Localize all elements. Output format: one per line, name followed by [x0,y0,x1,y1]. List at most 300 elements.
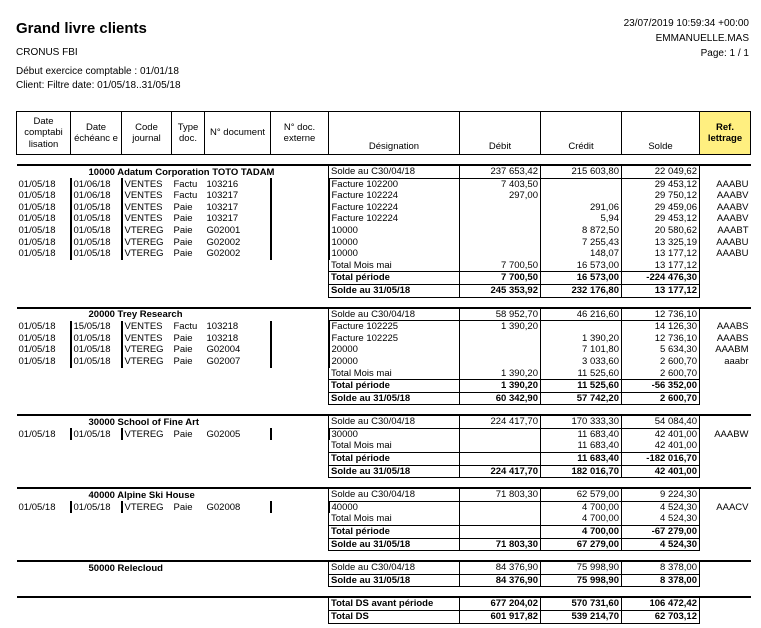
doc-type: Paie [173,355,193,367]
credit: 1 390,20 [541,333,622,345]
summary-debit: 84 376,90 [460,574,541,587]
empty-cell [17,611,329,624]
summary-credit: 4 700,00 [541,513,622,525]
designation: 20000 [329,356,460,368]
credit: 4 700,00 [541,501,622,513]
opening-debit: 84 376,90 [460,561,541,574]
doc-number: G02001 [205,225,271,237]
external-doc [271,178,329,190]
doc-number: 103218 [205,333,271,345]
journal-code: VENTES [124,213,163,225]
customer-name: 50000 Relecloud [17,561,329,574]
ref-lettrage: AAABM [715,344,749,356]
month-total-row [17,440,751,452]
summary-credit: 16 573,00 [541,272,622,285]
opening-debit: 58 952,70 [460,308,541,321]
col-posting-date: Date comptabi lisation [17,112,71,155]
ledger-body [17,155,751,624]
period-total-row [17,272,751,285]
spacer-cell [17,405,751,416]
posting-date: 01/05/18 [17,428,71,440]
due-date: 01/05/18 [71,202,122,214]
designation: Facture 102224 [329,190,460,202]
external-doc [271,213,329,225]
designation: Facture 102224 [329,213,460,225]
opening-debit: 237 653,42 [460,165,541,178]
empty-cell [17,392,329,405]
spacer-row [17,587,751,598]
posting-date: 01/05/18 [17,344,71,356]
opening-debit: 71 803,30 [460,488,541,501]
posting-date: 01/05/18 [17,190,71,202]
spacer-cell [17,155,751,166]
grand-total-row [17,611,751,624]
debit [460,356,541,368]
spacer-row [17,297,751,308]
debit [460,344,541,356]
opening-balance: 9 224,30 [622,488,700,501]
ledger-entry-row [17,248,751,260]
external-doc [271,356,329,368]
ref-lettrage: AAABS [716,321,749,333]
posting-date: 01/05/18 [17,225,71,237]
balance: 20 580,62 [622,225,700,237]
summary-label: Solde au 31/05/18 [329,574,460,587]
empty-cell [17,597,329,610]
summary-label: Total période [329,380,460,393]
summary-debit: 7 700,50 [460,272,541,285]
summary-debit: 601 917,82 [460,611,541,624]
credit: 11 683,40 [541,428,622,440]
summary-debit [460,513,541,525]
designation: 10000 [329,237,460,249]
balance: 42 401,00 [622,428,700,440]
designation: Facture 102225 [329,333,460,345]
summary-credit: 4 700,00 [541,526,622,539]
journal-code: VENTES [124,190,163,202]
summary-balance: 62 703,12 [622,611,700,624]
ledger-entry-row [17,428,751,440]
designation: 30000 [329,428,460,440]
opening-balance: 54 084,40 [622,415,700,428]
opening-balance: 12 736,10 [622,308,700,321]
doc-number: G02002 [205,237,271,249]
journal-code: VENTES [124,201,163,213]
empty-cell [17,453,329,466]
opening-label: Solde au C30/04/18 [329,165,460,178]
doc-number: G02004 [205,344,271,356]
spacer-row [17,478,751,489]
ref-lettrage: AAABW [714,428,749,440]
ledger-entry-row [17,501,751,513]
doc-type: Paie [173,224,193,236]
doc-type: Factu [173,190,198,202]
due-date: 01/05/18 [71,237,122,249]
spacer-cell [17,297,751,308]
debit [460,248,541,260]
posting-date: 01/05/18 [17,248,71,260]
doc-number: G02002 [205,248,271,260]
summary-debit: 71 803,30 [460,538,541,551]
doc-type: Paie [173,332,193,344]
report-datetime: 23/07/2019 10:59:34 +00:00 [623,18,749,29]
summary-debit: 245 353,92 [460,284,541,297]
summary-label: Solde au 31/05/18 [329,392,460,405]
empty-cell [700,453,751,466]
external-doc [271,321,329,333]
doc-number: G02007 [205,356,271,368]
ref-lettrage: AAACV [716,501,749,513]
designation: Facture 102200 [329,178,460,190]
posting-date: 01/05/18 [17,213,71,225]
opening-balance: 8 378,00 [622,561,700,574]
summary-balance: 13 177,12 [622,284,700,297]
month-total-row [17,513,751,525]
ledger-entry-row [17,356,751,368]
empty-cell [700,513,751,525]
posting-date: 01/05/18 [17,356,71,368]
empty-cell [700,440,751,452]
balance: 29 453,12 [622,213,700,225]
doc-number: 103217 [205,190,271,202]
empty-cell [700,392,751,405]
external-doc [271,202,329,214]
month-total-row [17,260,751,272]
customer-name: 20000 Trey Research [17,308,329,321]
summary-balance: 2 600,70 [622,368,700,380]
opening-label: Solde au C30/04/18 [329,415,460,428]
closing-balance-row [17,392,751,405]
customer-name: 40000 Alpine Ski House [17,488,329,501]
balance: 5 634,30 [622,344,700,356]
summary-balance: -224 476,30 [622,272,700,285]
credit: 291,06 [541,202,622,214]
empty-cell [700,284,751,297]
summary-credit: 182 016,70 [541,465,622,478]
debit [460,202,541,214]
ref-lettrage: AAABV [716,201,749,213]
summary-credit: 570 731,60 [541,597,622,610]
balance: 13 325,19 [622,237,700,249]
external-doc [271,428,329,440]
opening-credit: 62 579,00 [541,488,622,501]
journal-code: VTEREG [124,501,164,513]
ledger-entry-row [17,202,751,214]
ref-lettrage: AAABT [717,224,749,236]
due-date: 01/06/18 [71,178,122,190]
debit: 1 390,20 [460,321,541,333]
col-debit: Débit [460,112,541,155]
summary-credit: 11 525,60 [541,380,622,393]
summary-credit: 539 214,70 [541,611,622,624]
debit [460,237,541,249]
empty-cell [17,284,329,297]
col-doc-type: Type doc. [172,112,205,155]
ledger-entry-row [17,333,751,345]
debit [460,225,541,237]
designation: 20000 [329,344,460,356]
column-headers [17,112,751,155]
summary-label: Total période [329,453,460,466]
credit: 8 872,50 [541,225,622,237]
journal-code: VTEREG [124,224,164,236]
debit [460,333,541,345]
col-due-date: Date échéanc e [71,112,122,155]
external-doc [271,333,329,345]
summary-balance: 42 401,00 [622,465,700,478]
col-journal: Code journal [122,112,172,155]
doc-type: Paie [173,428,193,440]
empty-cell [17,368,329,380]
empty-cell [700,368,751,380]
customer-header-row [17,561,751,574]
external-doc [271,225,329,237]
posting-date: 01/05/18 [17,237,71,249]
posting-date: 01/05/18 [17,333,71,345]
due-date: 01/05/18 [71,356,122,368]
empty-cell [17,272,329,285]
col-doc-number: N° document [205,112,271,155]
summary-debit [460,440,541,452]
summary-credit: 67 279,00 [541,538,622,551]
spacer-cell [17,478,751,489]
posting-date: 01/05/18 [17,501,71,513]
ref-lettrage: AAABU [716,236,749,248]
empty-cell [700,611,751,624]
designation: 40000 [329,501,460,513]
report-title: Grand livre clients [16,20,147,37]
debit [460,501,541,513]
empty-cell [700,526,751,539]
credit: 148,07 [541,248,622,260]
debit: 7 403,50 [460,178,541,190]
summary-balance: 4 524,30 [622,538,700,551]
empty-cell [700,415,751,428]
journal-code: VENTES [124,321,163,333]
summary-credit: 75 998,90 [541,574,622,587]
period-total-row [17,453,751,466]
balance: 4 524,30 [622,501,700,513]
summary-balance: -182 016,70 [622,453,700,466]
debit [460,428,541,440]
col-external-doc: N° doc. externe [271,112,329,155]
month-total-row [17,368,751,380]
doc-number: 103217 [205,213,271,225]
spacer-row [17,155,751,166]
summary-credit: 16 573,00 [541,260,622,272]
closing-balance-row [17,284,751,297]
summary-debit: 60 342,90 [460,392,541,405]
empty-cell [17,380,329,393]
doc-number: 103217 [205,202,271,214]
doc-number: 103216 [205,178,271,190]
journal-code: VTEREG [124,428,164,440]
customer-name: 10000 Adatum Corporation TOTO TADAM [17,165,329,178]
posting-date: 01/05/18 [17,321,71,333]
journal-code: VTEREG [124,236,164,248]
summary-debit: 1 390,20 [460,380,541,393]
summary-credit: 232 176,80 [541,284,622,297]
summary-debit: 1 390,20 [460,368,541,380]
doc-type: Factu [173,178,198,190]
empty-cell [17,526,329,539]
designation: Facture 102224 [329,202,460,214]
empty-cell [700,380,751,393]
empty-cell [17,538,329,551]
summary-balance: 4 524,30 [622,513,700,525]
summary-debit: 7 700,50 [460,260,541,272]
ledger-table [16,111,751,624]
empty-cell [17,440,329,452]
summary-label: Total Mois mai [329,440,460,452]
debit: 297,00 [460,190,541,202]
summary-credit: 11 683,40 [541,440,622,452]
summary-label: Total Mois mai [329,260,460,272]
closing-balance-row [17,465,751,478]
doc-type: Paie [173,236,193,248]
summary-label: Total période [329,526,460,539]
designation: Facture 102225 [329,321,460,333]
empty-cell [17,465,329,478]
summary-balance: -56 352,00 [622,380,700,393]
ledger-entry-row [17,321,751,333]
opening-credit: 75 998,90 [541,561,622,574]
customer-header-row [17,165,751,178]
due-date: 15/05/18 [71,321,122,333]
balance: 29 459,06 [622,202,700,214]
empty-cell [700,538,751,551]
period-total-row [17,526,751,539]
opening-label: Solde au C30/04/18 [329,561,460,574]
customer-name: 30000 School of Fine Art [17,415,329,428]
summary-balance: 8 378,00 [622,574,700,587]
credit: 5,94 [541,213,622,225]
summary-label: Solde au 31/05/18 [329,284,460,297]
col-balance: Solde [622,112,700,155]
opening-credit: 215 603,80 [541,165,622,178]
empty-cell [17,513,329,525]
external-doc [271,190,329,202]
opening-credit: 170 333,30 [541,415,622,428]
empty-cell [700,272,751,285]
balance: 12 736,10 [622,333,700,345]
due-date: 01/05/18 [71,333,122,345]
ledger-entry-row [17,225,751,237]
balance: 13 177,12 [622,248,700,260]
doc-type: Paie [173,213,193,225]
opening-debit: 224 417,70 [460,415,541,428]
credit [541,321,622,333]
ref-lettrage: AAABV [716,190,749,202]
ledger-entry-row [17,237,751,249]
credit [541,178,622,190]
summary-label: Total DS [329,611,460,624]
report-user: EMMANUELLE.MAS [655,33,749,44]
credit [541,190,622,202]
empty-cell [700,561,751,574]
empty-cell [700,308,751,321]
closing-balance-row [17,538,751,551]
col-credit: Crédit [541,112,622,155]
doc-type: Paie [173,344,193,356]
summary-balance: 106 472,42 [622,597,700,610]
opening-balance: 22 049,62 [622,165,700,178]
journal-code: VENTES [124,178,163,190]
customer-header-row [17,488,751,501]
posting-date: 01/05/18 [17,178,71,190]
doc-type: Paie [173,201,193,213]
opening-label: Solde au C30/04/18 [329,308,460,321]
debit [460,213,541,225]
due-date: 01/05/18 [71,501,122,513]
doc-type: Factu [173,321,198,333]
journal-code: VTEREG [124,248,164,260]
journal-code: VENTES [124,332,163,344]
page-number: Page: 1 / 1 [700,48,749,59]
ref-lettrage: AAABU [716,248,749,260]
spacer-cell [17,587,751,598]
credit: 3 033,60 [541,356,622,368]
empty-cell [700,165,751,178]
empty-cell [700,260,751,272]
empty-cell [700,488,751,501]
ledger-entry-row [17,178,751,190]
ledger-entry-row [17,344,751,356]
summary-balance: 42 401,00 [622,440,700,452]
ledger-entry-row [17,213,751,225]
due-date: 01/05/18 [71,248,122,260]
closing-balance-row [17,574,751,587]
balance: 29 453,12 [622,178,700,190]
credit: 7 101,80 [541,344,622,356]
ref-lettrage: AAABU [716,178,749,190]
empty-cell [700,597,751,610]
summary-credit: 11 683,40 [541,453,622,466]
summary-debit: 677 204,02 [460,597,541,610]
empty-cell [700,574,751,587]
posting-date: 01/05/18 [17,202,71,214]
due-date: 01/05/18 [71,428,122,440]
external-doc [271,248,329,260]
doc-number: G02008 [205,501,271,513]
summary-label: Total DS avant période [329,597,460,610]
summary-label: Total Mois mai [329,368,460,380]
doc-number: G02005 [205,428,271,440]
balance: 29 750,12 [622,190,700,202]
doc-type: Paie [173,248,193,260]
customer-header-row [17,308,751,321]
empty-cell [17,260,329,272]
ledger-entry-row [17,190,751,202]
customer-filter: Client: Filtre date: 01/05/18..31/05/18 [16,80,181,91]
spacer-cell [17,551,751,562]
spacer-row [17,551,751,562]
empty-cell [17,574,329,587]
fiscal-start: Début exercice comptable : 01/01/18 [16,66,179,77]
summary-credit: 57 742,20 [541,392,622,405]
balance: 14 126,30 [622,321,700,333]
credit: 7 255,43 [541,237,622,249]
summary-label: Total Mois mai [329,513,460,525]
company-name: CRONUS FBI [16,47,78,58]
summary-balance: 2 600,70 [622,392,700,405]
designation: 10000 [329,225,460,237]
summary-label: Solde au 31/05/18 [329,465,460,478]
customer-header-row [17,415,751,428]
grand-total-row [17,597,751,610]
summary-balance: 13 177,12 [622,260,700,272]
summary-credit: 11 525,60 [541,368,622,380]
